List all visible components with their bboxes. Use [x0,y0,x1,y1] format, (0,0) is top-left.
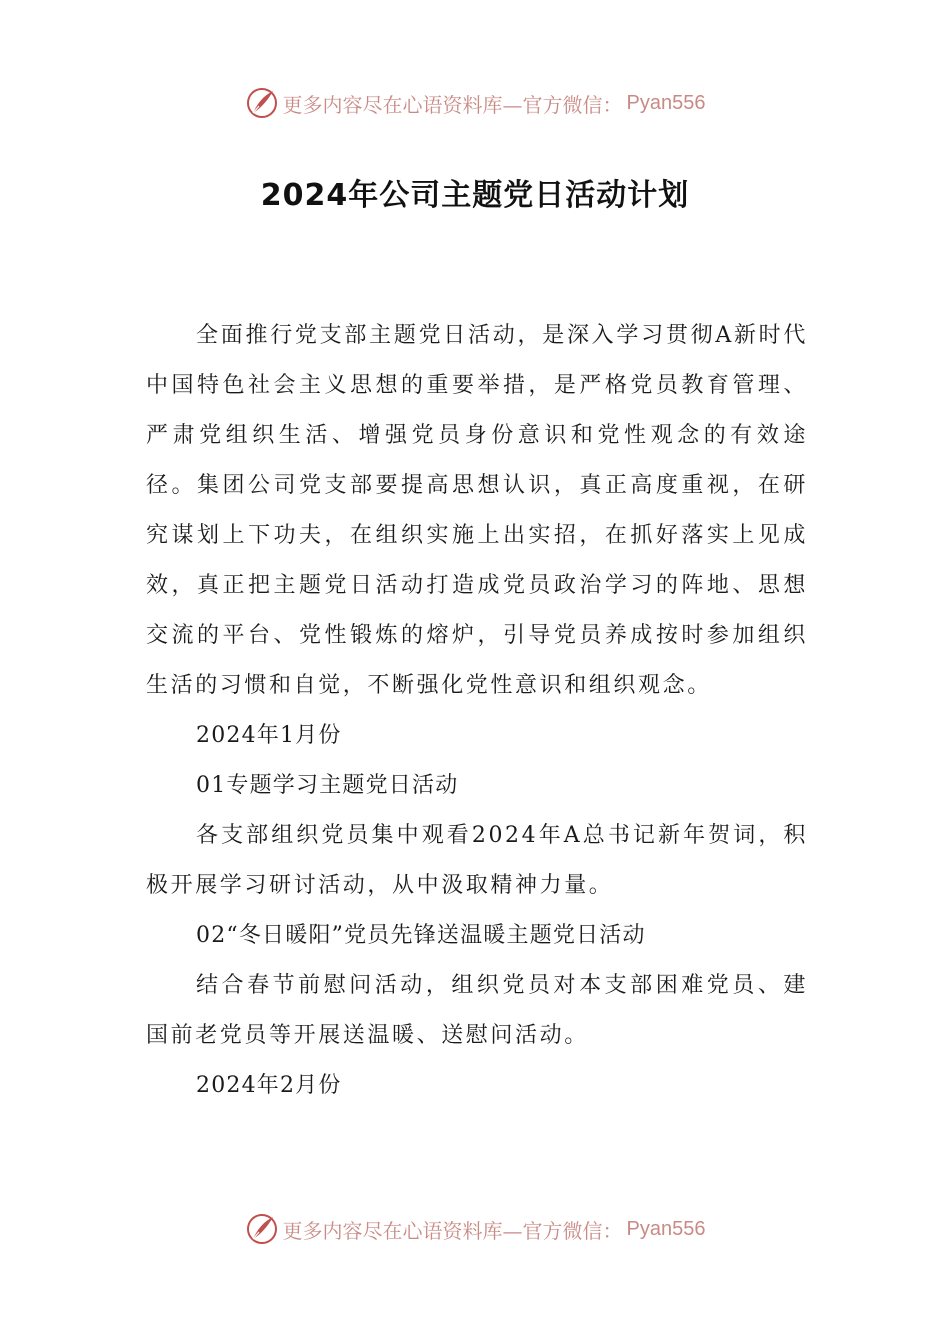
quill-logo-icon [245,1212,279,1246]
document-title: 2024年公司主题党日活动计划 [260,178,690,213]
month-heading-january: 2024年1月份 [196,723,342,748]
quill-logo-icon [245,86,279,120]
document-body [146,311,808,1111]
watermark-wechat-id: Pyan556 [626,91,706,114]
activity-02-title: 02“冬日暖阳”党员先锋送温暖主题党日活动 [196,923,646,948]
month-heading-february: 2024年2月份 [196,1073,342,1098]
watermark-wechat-id: Pyan556 [626,1217,706,1240]
activity-02-body: 结合春节前慰问活动，组织党员对本支部困难党员、建国前老党员等开展送温暖、送慰问活动。 [146,973,808,1048]
activity-01-body: 各支部组织党员集中观看2024年A总书记新年贺词，积极开展学习研讨活动，从中汲取精神力量。 [146,823,808,898]
watermark-text: 更多内容尽在心语资料库—官方微信： [282,1218,623,1243]
watermark-text: 更多内容尽在心语资料库—官方微信： [282,92,623,117]
watermark-header [0,86,950,120]
watermark-footer [0,1212,950,1246]
activity-01-title: 01专题学习主题党日活动 [196,773,459,798]
intro-paragraph: 全面推行党支部主题党日活动，是深入学习贯彻A新时代中国特色社会主义思想的重要举措，是严格党员教育管理、严肃党组织生活、增强党员身份意识和党性观念的有效途径。集团公司党支部要提高思想认识，真正高度重视，在研究谋划上下功夫，在组织实施上出实招，在抓好落实上见成效，真正把主题党日活动打造成党员政治学习的阵地、思想交流的平台、党性锻炼的熔炉，引导党员养成按时参加组织生活的习惯和自觉，不断强化党性意识和组织观念。 [146,323,808,698]
